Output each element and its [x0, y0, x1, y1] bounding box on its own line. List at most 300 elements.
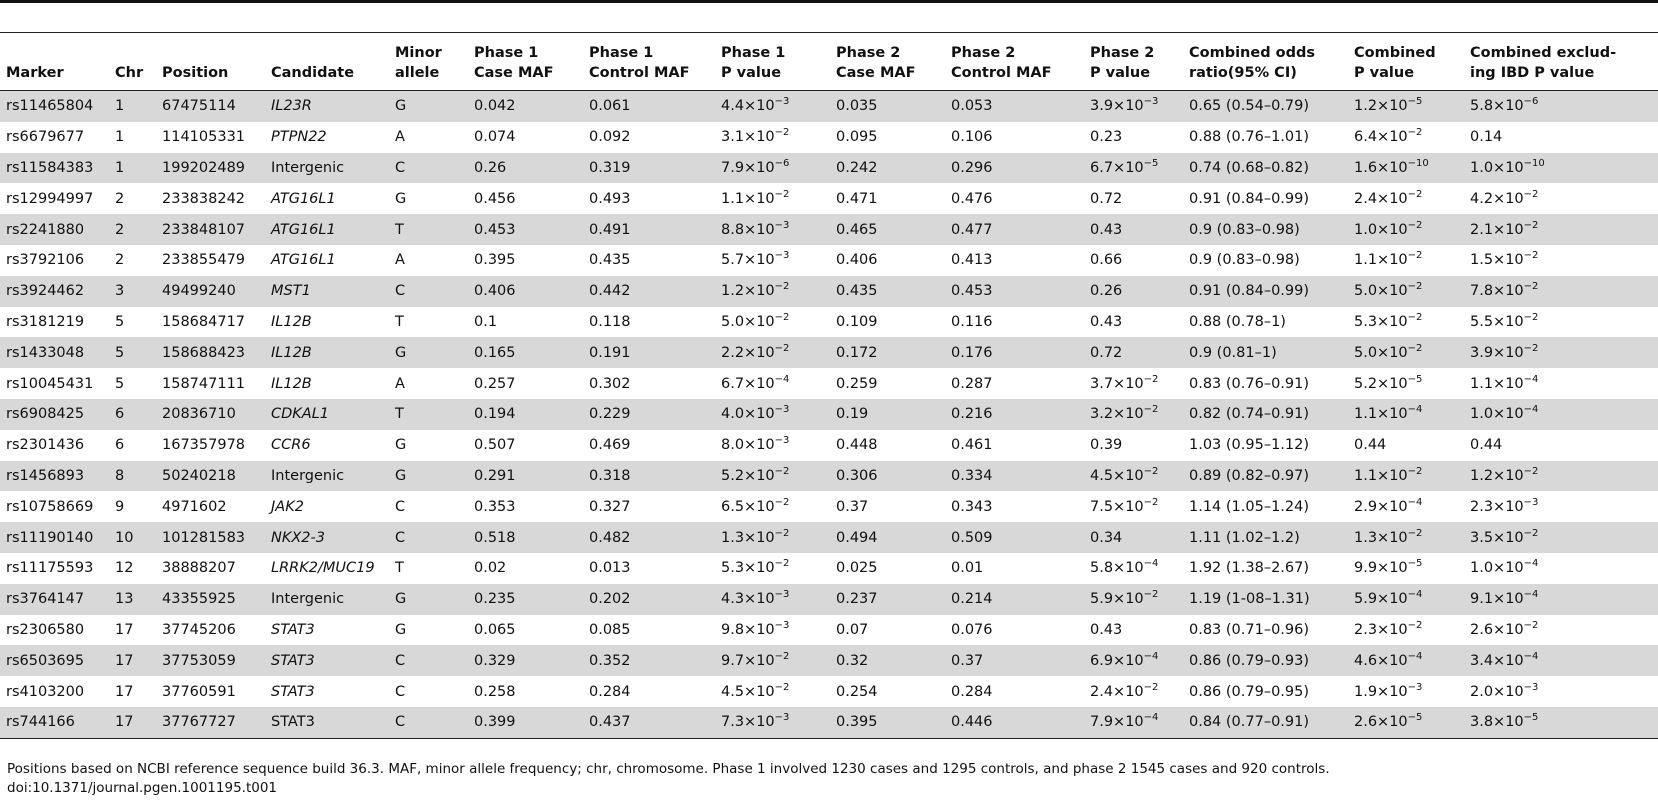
cell-comb-p: $1.9\times 10^{-3}$	[1354, 681, 1423, 700]
cell-p1-p: $1.3\times 10^{-2}$	[715, 522, 830, 553]
cell-chr: 17	[109, 645, 156, 676]
cell-position: 4971602	[162, 498, 227, 515]
cell-marker: rs744166	[0, 707, 109, 738]
cell-p1-control-maf: 0.302	[589, 375, 631, 392]
cell-p2-p: $3.2\times 10^{-2}$	[1084, 399, 1183, 430]
cell-p2-control-maf: 0.176	[945, 337, 1084, 368]
table-row	[0, 522, 1658, 553]
column-header: Phase 1 P value	[715, 33, 830, 91]
cell-minor-allele: G	[389, 584, 468, 615]
cell-minor-allele: C	[389, 153, 468, 184]
table-row	[0, 307, 1658, 338]
cell-p2-case-maf: 0.035	[830, 91, 945, 122]
cell-marker: rs11175593	[6, 560, 94, 577]
cell-position: 37767727	[156, 707, 265, 738]
cell-p1-p: $7.9\times 10^{-6}$	[715, 153, 830, 184]
cell-chr: 13	[109, 584, 156, 615]
column-header: Combined exclud- ing IBD P value	[1464, 33, 1658, 91]
cell-position: 50240218	[156, 461, 265, 492]
cell-comb-excl-p: $1.0\times 10^{-4}$	[1464, 399, 1658, 430]
cell-or-ci: 0.88 (0.78–1)	[1189, 313, 1286, 330]
cell-comb-p: 0.44	[1354, 437, 1387, 454]
cell-p1-case-maf: 0.257	[474, 375, 516, 392]
cell-minor-allele: T	[389, 214, 468, 245]
table-row	[0, 245, 1658, 276]
cell-p1-case-maf: 0.291	[468, 461, 583, 492]
cell-p2-p: $3.7\times 10^{-2}$	[1090, 373, 1159, 392]
cell-marker: rs3764147	[0, 584, 109, 615]
cell-or-ci: 0.9 (0.81–1)	[1183, 337, 1348, 368]
cell-comb-excl-p: $1.5\times 10^{-2}$	[1470, 250, 1539, 269]
cell-p1-case-maf: 0.065	[474, 621, 516, 638]
cell-minor-allele: G	[389, 461, 468, 492]
cell-p2-control-maf: 0.076	[951, 621, 993, 638]
cell-chr: 2	[109, 214, 156, 245]
cell-p1-p: $2.2\times 10^{-2}$	[715, 337, 830, 368]
cell-marker: rs10045431	[6, 375, 94, 392]
cell-p2-case-maf: 0.395	[830, 707, 945, 738]
cell-candidate: Intergenic	[265, 584, 389, 615]
cell-candidate: ATG16L1	[271, 252, 336, 269]
cell-chr: 6	[115, 437, 125, 454]
cell-comb-p: $1.2\times 10^{-5}$	[1348, 91, 1464, 122]
cell-marker: rs11465804	[0, 91, 109, 122]
cell-chr: 17	[115, 683, 134, 700]
cell-p1-case-maf: 0.194	[468, 399, 583, 430]
cell-p1-p: $1.2\times 10^{-2}$	[715, 276, 830, 307]
cell-comb-excl-p: $1.0\times 10^{-4}$	[1470, 558, 1539, 577]
cell-p1-control-maf: 0.319	[583, 153, 715, 184]
cell-p1-control-maf: 0.284	[589, 683, 631, 700]
cell-chr: 5	[109, 337, 156, 368]
cell-comb-excl-p: $4.2\times 10^{-2}$	[1470, 188, 1539, 207]
cell-marker: rs2241880	[0, 214, 109, 245]
cell-p2-p: 0.43	[1090, 621, 1123, 638]
cell-marker: rs12994997	[6, 190, 94, 207]
cell-comb-excl-p: 0.14	[1470, 129, 1503, 146]
cell-p1-control-maf: 0.118	[589, 313, 631, 330]
cell-minor-allele: G	[395, 621, 407, 638]
cell-position: 37760591	[162, 683, 236, 700]
cell-comb-p: $9.9\times 10^{-5}$	[1354, 558, 1423, 577]
cell-p2-p: 0.34	[1084, 522, 1183, 553]
column-header: Phase 2 Case MAF	[830, 33, 945, 91]
cell-p1-case-maf: 0.042	[468, 91, 583, 122]
cell-p1-case-maf: 0.165	[468, 337, 583, 368]
cell-p1-p: $1.1\times 10^{-2}$	[721, 188, 790, 207]
cell-p2-control-maf: 0.477	[945, 214, 1084, 245]
cell-position: 101281583	[156, 522, 265, 553]
cell-position: 233848107	[156, 214, 265, 245]
cell-comb-excl-p: $1.1\times 10^{-4}$	[1470, 373, 1539, 392]
cell-p2-control-maf: 0.413	[951, 252, 993, 269]
cell-candidate: ATG16L1	[271, 190, 336, 207]
doi-text: doi:10.1371/journal.pgen.1001195.t001	[7, 780, 278, 796]
cell-position: 37745206	[162, 621, 236, 638]
cell-p2-case-maf: 0.172	[830, 337, 945, 368]
cell-comb-excl-p: $1.2\times 10^{-2}$	[1464, 461, 1658, 492]
cell-minor-allele: T	[389, 399, 468, 430]
cell-p1-case-maf: 0.235	[468, 584, 583, 615]
cell-candidate: CCR6	[271, 437, 311, 454]
cell-p1-p: $9.8\times 10^{-3}$	[721, 620, 790, 638]
cell-p1-case-maf: 0.518	[468, 522, 583, 553]
cell-p1-control-maf: 0.482	[583, 522, 715, 553]
cell-p1-control-maf: 0.437	[583, 707, 715, 738]
cell-chr: 2	[115, 252, 125, 269]
column-header: Chr	[109, 33, 156, 91]
cell-p2-case-maf: 0.494	[830, 522, 945, 553]
cell-chr: 1	[109, 153, 156, 184]
column-header: Phase 2 Control MAF	[945, 33, 1084, 91]
cell-candidate: Intergenic	[265, 461, 389, 492]
cell-marker: rs11190140	[0, 522, 109, 553]
cell-p1-control-maf: 0.085	[589, 621, 631, 638]
cell-p2-case-maf: 0.242	[830, 153, 945, 184]
cell-comb-p: $1.1\times 10^{-2}$	[1354, 250, 1423, 269]
cell-or-ci: 1.14 (1.05–1.24)	[1189, 498, 1310, 515]
table-row	[0, 553, 1658, 584]
cell-p2-case-maf: 0.406	[836, 252, 878, 269]
cell-comb-excl-p: $2.1\times 10^{-2}$	[1464, 214, 1658, 245]
table-row	[0, 368, 1658, 399]
cell-candidate: CDKAL1	[265, 399, 389, 430]
cell-chr: 3	[109, 276, 156, 307]
cell-p1-control-maf: 0.202	[583, 584, 715, 615]
cell-p1-p: $8.8\times 10^{-3}$	[715, 214, 830, 245]
cell-p1-case-maf: 0.507	[474, 437, 516, 454]
cell-chr: 9	[115, 498, 125, 515]
cell-p2-case-maf: 0.32	[830, 645, 945, 676]
cell-candidate: NKX2-3	[265, 522, 389, 553]
cell-comb-excl-p: $2.3\times 10^{-3}$	[1470, 496, 1539, 515]
cell-candidate: IL12B	[271, 375, 312, 392]
cell-comb-excl-p: $5.8\times 10^{-6}$	[1464, 91, 1658, 122]
cell-p1-control-maf: 0.435	[589, 252, 631, 269]
cell-or-ci: 1.03 (0.95–1.12)	[1189, 437, 1310, 454]
cell-position: 38888207	[162, 560, 236, 577]
cell-position: 158688423	[156, 337, 265, 368]
cell-p2-p: $4.5\times 10^{-2}$	[1084, 461, 1183, 492]
cell-comb-excl-p: $7.8\times 10^{-2}$	[1464, 276, 1658, 307]
cell-comb-p: $1.3\times 10^{-2}$	[1348, 522, 1464, 553]
cell-marker: rs4103200	[6, 683, 85, 700]
cell-chr: 2	[115, 190, 125, 207]
cell-candidate: STAT3	[271, 683, 315, 700]
cell-candidate: STAT3	[265, 707, 389, 738]
cell-comb-p: $1.1\times 10^{-4}$	[1348, 399, 1464, 430]
cell-p2-case-maf: 0.471	[836, 190, 878, 207]
cell-position: 67475114	[156, 91, 265, 122]
cell-p1-p: $3.1\times 10^{-2}$	[721, 127, 790, 146]
cell-p2-case-maf: 0.025	[836, 560, 878, 577]
table-row	[0, 707, 1658, 738]
cell-p1-p: $5.0\times 10^{-2}$	[721, 312, 790, 330]
cell-minor-allele: G	[395, 437, 407, 454]
cell-p2-case-maf: 0.465	[830, 214, 945, 245]
cell-p2-control-maf: 0.053	[945, 91, 1084, 122]
cell-p1-control-maf: 0.469	[589, 437, 631, 454]
cell-p1-p: $6.5\times 10^{-2}$	[721, 496, 790, 515]
cell-p2-control-maf: 0.509	[945, 522, 1084, 553]
table-footnote: Positions based on NCBI reference sequence build 36.3. MAF, minor allele frequency; chr, chromosome. Phase 1 involved 1230 cases and 1295 controls, and phase 2 1545 cases and 920 controls.	[7, 761, 1330, 777]
cell-p1-case-maf: 0.453	[468, 214, 583, 245]
cell-candidate: STAT3	[271, 621, 315, 638]
cell-marker: rs2301436	[6, 437, 85, 454]
column-header: Minor allele	[389, 33, 468, 91]
cell-chr: 1	[115, 129, 125, 146]
cell-minor-allele: C	[395, 683, 406, 700]
cell-chr: 5	[115, 375, 125, 392]
table-row	[0, 399, 1658, 430]
cell-comb-excl-p: $3.9\times 10^{-2}$	[1464, 337, 1658, 368]
cell-comb-p: $2.3\times 10^{-2}$	[1354, 620, 1423, 638]
column-header: Phase 2 P value	[1084, 33, 1183, 91]
cell-position: 20836710	[156, 399, 265, 430]
cell-p1-case-maf: 0.26	[468, 153, 583, 184]
cell-or-ci: 0.88 (0.76–1.01)	[1189, 129, 1310, 146]
cell-p2-control-maf: 0.37	[945, 645, 1084, 676]
cell-chr: 17	[109, 707, 156, 738]
cell-p1-case-maf: 0.258	[474, 683, 516, 700]
cell-p1-case-maf: 0.456	[474, 190, 516, 207]
cell-p2-case-maf: 0.37	[836, 498, 869, 515]
cell-or-ci: 1.19 (1-08–1.31)	[1183, 584, 1348, 615]
cell-p1-control-maf: 0.061	[583, 91, 715, 122]
cell-marker: rs2306580	[6, 621, 85, 638]
cell-p2-p: 0.72	[1084, 337, 1183, 368]
cell-comb-p: $2.4\times 10^{-2}$	[1354, 188, 1423, 207]
cell-p2-control-maf: 0.453	[945, 276, 1084, 307]
cell-p1-control-maf: 0.327	[589, 498, 631, 515]
cell-candidate: Intergenic	[265, 153, 389, 184]
column-header: Candidate	[265, 33, 389, 91]
cell-minor-allele: C	[389, 276, 468, 307]
cell-marker: rs10758669	[6, 498, 94, 515]
cell-marker: rs1433048	[0, 337, 109, 368]
cell-p2-p: $5.8\times 10^{-4}$	[1090, 558, 1159, 577]
cell-p1-p: $4.5\times 10^{-2}$	[721, 681, 790, 700]
cell-p2-control-maf: 0.343	[951, 498, 993, 515]
cell-p2-p: $6.7\times 10^{-5}$	[1084, 153, 1183, 184]
cell-p1-case-maf: 0.329	[468, 645, 583, 676]
results-table	[0, 32, 1658, 739]
cell-comb-p: $4.6\times 10^{-4}$	[1348, 645, 1464, 676]
cell-p2-case-maf: 0.254	[836, 683, 878, 700]
cell-marker: rs3792106	[6, 252, 85, 269]
cell-p2-control-maf: 0.106	[951, 129, 993, 146]
cell-p1-control-maf: 0.318	[583, 461, 715, 492]
cell-p2-p: 0.39	[1090, 437, 1123, 454]
cell-minor-allele: C	[389, 522, 468, 553]
cell-p2-case-maf: 0.259	[836, 375, 878, 392]
table-row	[0, 337, 1658, 368]
cell-chr: 1	[109, 91, 156, 122]
cell-p1-p: $4.3\times 10^{-3}$	[715, 584, 830, 615]
cell-p2-p: 0.43	[1090, 313, 1123, 330]
cell-or-ci: 0.9 (0.83–0.98)	[1183, 214, 1348, 245]
cell-comb-excl-p: $2.6\times 10^{-2}$	[1470, 620, 1539, 638]
table-body	[0, 91, 1658, 739]
table-row	[0, 491, 1658, 522]
cell-marker: rs6679677	[6, 129, 85, 146]
cell-position: 158684717	[162, 313, 246, 330]
cell-candidate: IL12B	[271, 313, 312, 330]
cell-position: 158747111	[162, 375, 246, 392]
cell-position: 233855479	[162, 252, 246, 269]
cell-p1-case-maf: 0.399	[468, 707, 583, 738]
cell-comb-p: $1.0\times 10^{-2}$	[1348, 214, 1464, 245]
table-row	[0, 91, 1658, 122]
cell-minor-allele: T	[395, 313, 404, 330]
cell-p2-p: $6.9\times 10^{-4}$	[1084, 645, 1183, 676]
cell-p1-p: $9.7\times 10^{-2}$	[715, 645, 830, 676]
cell-comb-excl-p: $2.0\times 10^{-3}$	[1470, 681, 1539, 700]
cell-or-ci: 0.86 (0.79–0.95)	[1189, 683, 1310, 700]
cell-or-ci: 0.86 (0.79–0.93)	[1183, 645, 1348, 676]
cell-candidate: MST1	[265, 276, 389, 307]
cell-comb-excl-p: $3.5\times 10^{-2}$	[1464, 522, 1658, 553]
cell-chr: 12	[115, 560, 134, 577]
cell-p2-control-maf: 0.446	[945, 707, 1084, 738]
cell-p2-p: $7.5\times 10^{-2}$	[1090, 496, 1159, 515]
cell-p2-control-maf: 0.116	[951, 313, 993, 330]
cell-candidate: IL12B	[265, 337, 389, 368]
cell-comb-p: $5.9\times 10^{-4}$	[1348, 584, 1464, 615]
cell-minor-allele: A	[395, 129, 405, 146]
cell-p2-case-maf: 0.095	[836, 129, 878, 146]
table-row	[0, 645, 1658, 676]
cell-chr: 6	[109, 399, 156, 430]
cell-p1-control-maf: 0.013	[589, 560, 631, 577]
cell-or-ci: 0.89 (0.82–0.97)	[1183, 461, 1348, 492]
cell-p1-control-maf: 0.493	[589, 190, 631, 207]
cell-p1-control-maf: 0.092	[589, 129, 631, 146]
table-row	[0, 276, 1658, 307]
cell-p1-control-maf: 0.442	[583, 276, 715, 307]
cell-position: 37753059	[156, 645, 265, 676]
cell-p1-p: $7.3\times 10^{-3}$	[715, 707, 830, 738]
cell-p1-control-maf: 0.491	[583, 214, 715, 245]
cell-p2-control-maf: 0.476	[951, 190, 993, 207]
cell-p2-case-maf: 0.07	[836, 621, 869, 638]
cell-position: 199202489	[156, 153, 265, 184]
cell-p1-control-maf: 0.191	[583, 337, 715, 368]
cell-minor-allele: G	[395, 190, 407, 207]
cell-position: 49499240	[156, 276, 265, 307]
cell-p2-case-maf: 0.237	[830, 584, 945, 615]
cell-p1-p: $5.7\times 10^{-3}$	[721, 250, 790, 269]
cell-p2-case-maf: 0.19	[830, 399, 945, 430]
cell-chr: 17	[115, 621, 134, 638]
cell-minor-allele: G	[389, 91, 468, 122]
cell-minor-allele: A	[395, 375, 405, 392]
column-header: Combined odds ratio(95% CI)	[1183, 33, 1348, 91]
cell-p1-control-maf: 0.229	[583, 399, 715, 430]
cell-comb-p: $1.6\times 10^{-10}$	[1348, 153, 1464, 184]
cell-p2-case-maf: 0.109	[836, 313, 878, 330]
table-row	[0, 214, 1658, 245]
cell-comb-excl-p: $9.1\times 10^{-4}$	[1464, 584, 1658, 615]
cell-or-ci: 0.65 (0.54–0.79)	[1183, 91, 1348, 122]
cell-position: 167357978	[162, 437, 246, 454]
cell-minor-allele: C	[395, 498, 406, 515]
cell-or-ci: 0.91 (0.84–0.99)	[1183, 276, 1348, 307]
cell-candidate: PTPN22	[271, 129, 327, 146]
column-header: Phase 1 Control MAF	[583, 33, 715, 91]
cell-position: 114105331	[162, 129, 246, 146]
cell-or-ci: 0.84 (0.77–0.91)	[1183, 707, 1348, 738]
cell-minor-allele: C	[389, 645, 468, 676]
cell-minor-allele: C	[389, 707, 468, 738]
column-header: Marker	[0, 33, 109, 91]
cell-comb-excl-p: 0.44	[1470, 437, 1503, 454]
cell-chr: 8	[109, 461, 156, 492]
cell-candidate: LRRK2/MUC19	[271, 560, 375, 577]
cell-p1-case-maf: 0.1	[474, 313, 498, 330]
cell-p2-control-maf: 0.334	[945, 461, 1084, 492]
cell-or-ci: 0.83 (0.71–0.96)	[1189, 621, 1310, 638]
cell-p2-p: $3.9\times 10^{-3}$	[1084, 91, 1183, 122]
cell-candidate: STAT3	[265, 645, 389, 676]
column-header: Phase 1 Case MAF	[468, 33, 583, 91]
cell-comb-p: $2.9\times 10^{-4}$	[1354, 496, 1423, 515]
cell-p1-p: $6.7\times 10^{-4}$	[721, 373, 790, 392]
cell-p2-p: 0.72	[1090, 190, 1123, 207]
cell-comb-excl-p: $3.4\times 10^{-4}$	[1464, 645, 1658, 676]
cell-p2-control-maf: 0.287	[951, 375, 993, 392]
cell-p2-p: 0.43	[1084, 214, 1183, 245]
table-row	[0, 461, 1658, 492]
cell-p1-p: $4.0\times 10^{-3}$	[715, 399, 830, 430]
table-row	[0, 615, 1658, 646]
cell-p2-p: 0.66	[1090, 252, 1123, 269]
cell-comb-p: $5.2\times 10^{-5}$	[1354, 373, 1423, 392]
cell-minor-allele: T	[395, 560, 404, 577]
cell-p2-control-maf: 0.216	[945, 399, 1084, 430]
cell-p2-p: $7.9\times 10^{-4}$	[1084, 707, 1183, 738]
cell-minor-allele: G	[389, 337, 468, 368]
cell-marker: rs6908425	[0, 399, 109, 430]
cell-p2-case-maf: 0.306	[830, 461, 945, 492]
cell-comb-p: $5.0\times 10^{-2}$	[1348, 337, 1464, 368]
cell-p2-control-maf: 0.214	[945, 584, 1084, 615]
table-row	[0, 183, 1658, 214]
cell-comb-p: $1.1\times 10^{-2}$	[1348, 461, 1464, 492]
cell-or-ci: 0.82 (0.74–0.91)	[1183, 399, 1348, 430]
cell-comb-excl-p: $3.8\times 10^{-5}$	[1464, 707, 1658, 738]
column-header: Position	[156, 33, 265, 91]
cell-comb-p: $5.0\times 10^{-2}$	[1348, 276, 1464, 307]
cell-or-ci: 0.91 (0.84–0.99)	[1189, 190, 1310, 207]
cell-chr: 10	[109, 522, 156, 553]
cell-comb-p: $6.4\times 10^{-2}$	[1354, 127, 1423, 146]
cell-p1-case-maf: 0.353	[474, 498, 516, 515]
header-row	[0, 33, 1658, 91]
cell-p2-control-maf: 0.01	[951, 560, 984, 577]
cell-p2-case-maf: 0.435	[830, 276, 945, 307]
cell-p2-control-maf: 0.284	[951, 683, 993, 700]
cell-p1-p: $8.0\times 10^{-3}$	[721, 435, 790, 454]
cell-or-ci: 0.83 (0.76–0.91)	[1189, 375, 1310, 392]
cell-p2-case-maf: 0.448	[836, 437, 878, 454]
cell-candidate: JAK2	[271, 498, 304, 515]
cell-comb-p: $5.3\times 10^{-2}$	[1354, 312, 1423, 330]
table-row	[0, 122, 1658, 153]
cell-marker: rs3181219	[6, 313, 85, 330]
cell-p1-case-maf: 0.395	[474, 252, 516, 269]
table-row	[0, 584, 1658, 615]
